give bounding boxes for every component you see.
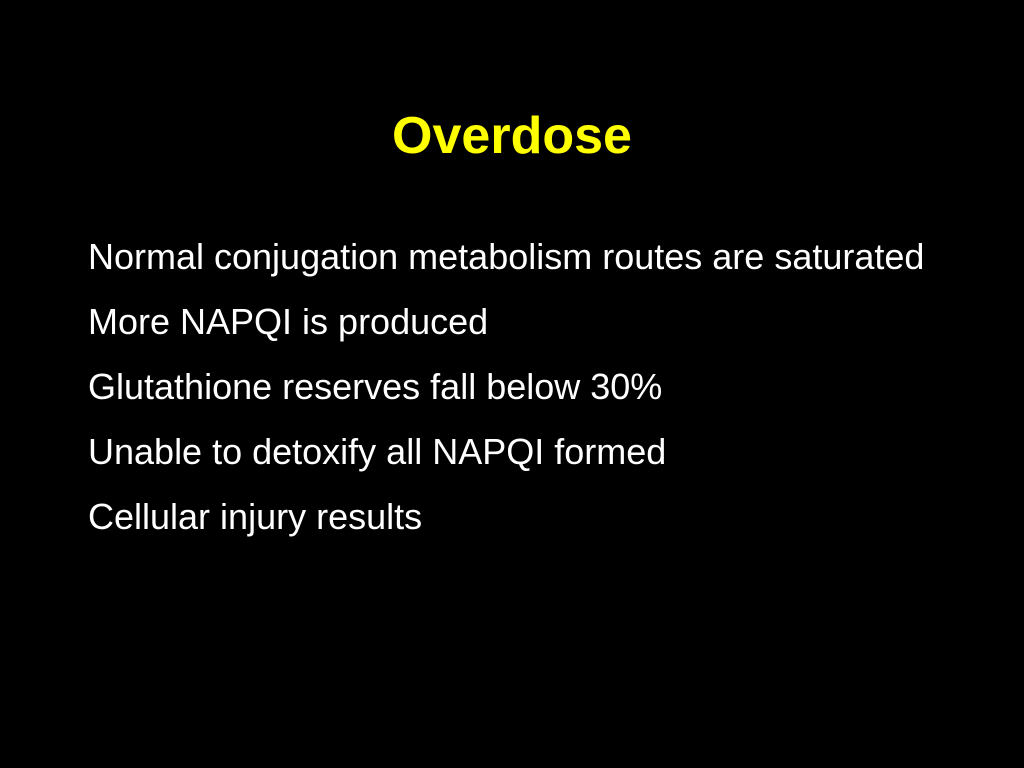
bullet-item: Unable to detoxify all NAPQI formed [88, 431, 667, 472]
bullet-item: Normal conjugation metabolism routes are saturated [88, 236, 925, 277]
bullet-item: More NAPQI is produced [88, 301, 489, 342]
slide-title: Overdose [392, 107, 632, 165]
bullet-item: Glutathione reserves fall below 30% [88, 366, 663, 407]
bullet-list [88, 231, 968, 556]
bullet-item: Cellular injury results [88, 496, 423, 537]
